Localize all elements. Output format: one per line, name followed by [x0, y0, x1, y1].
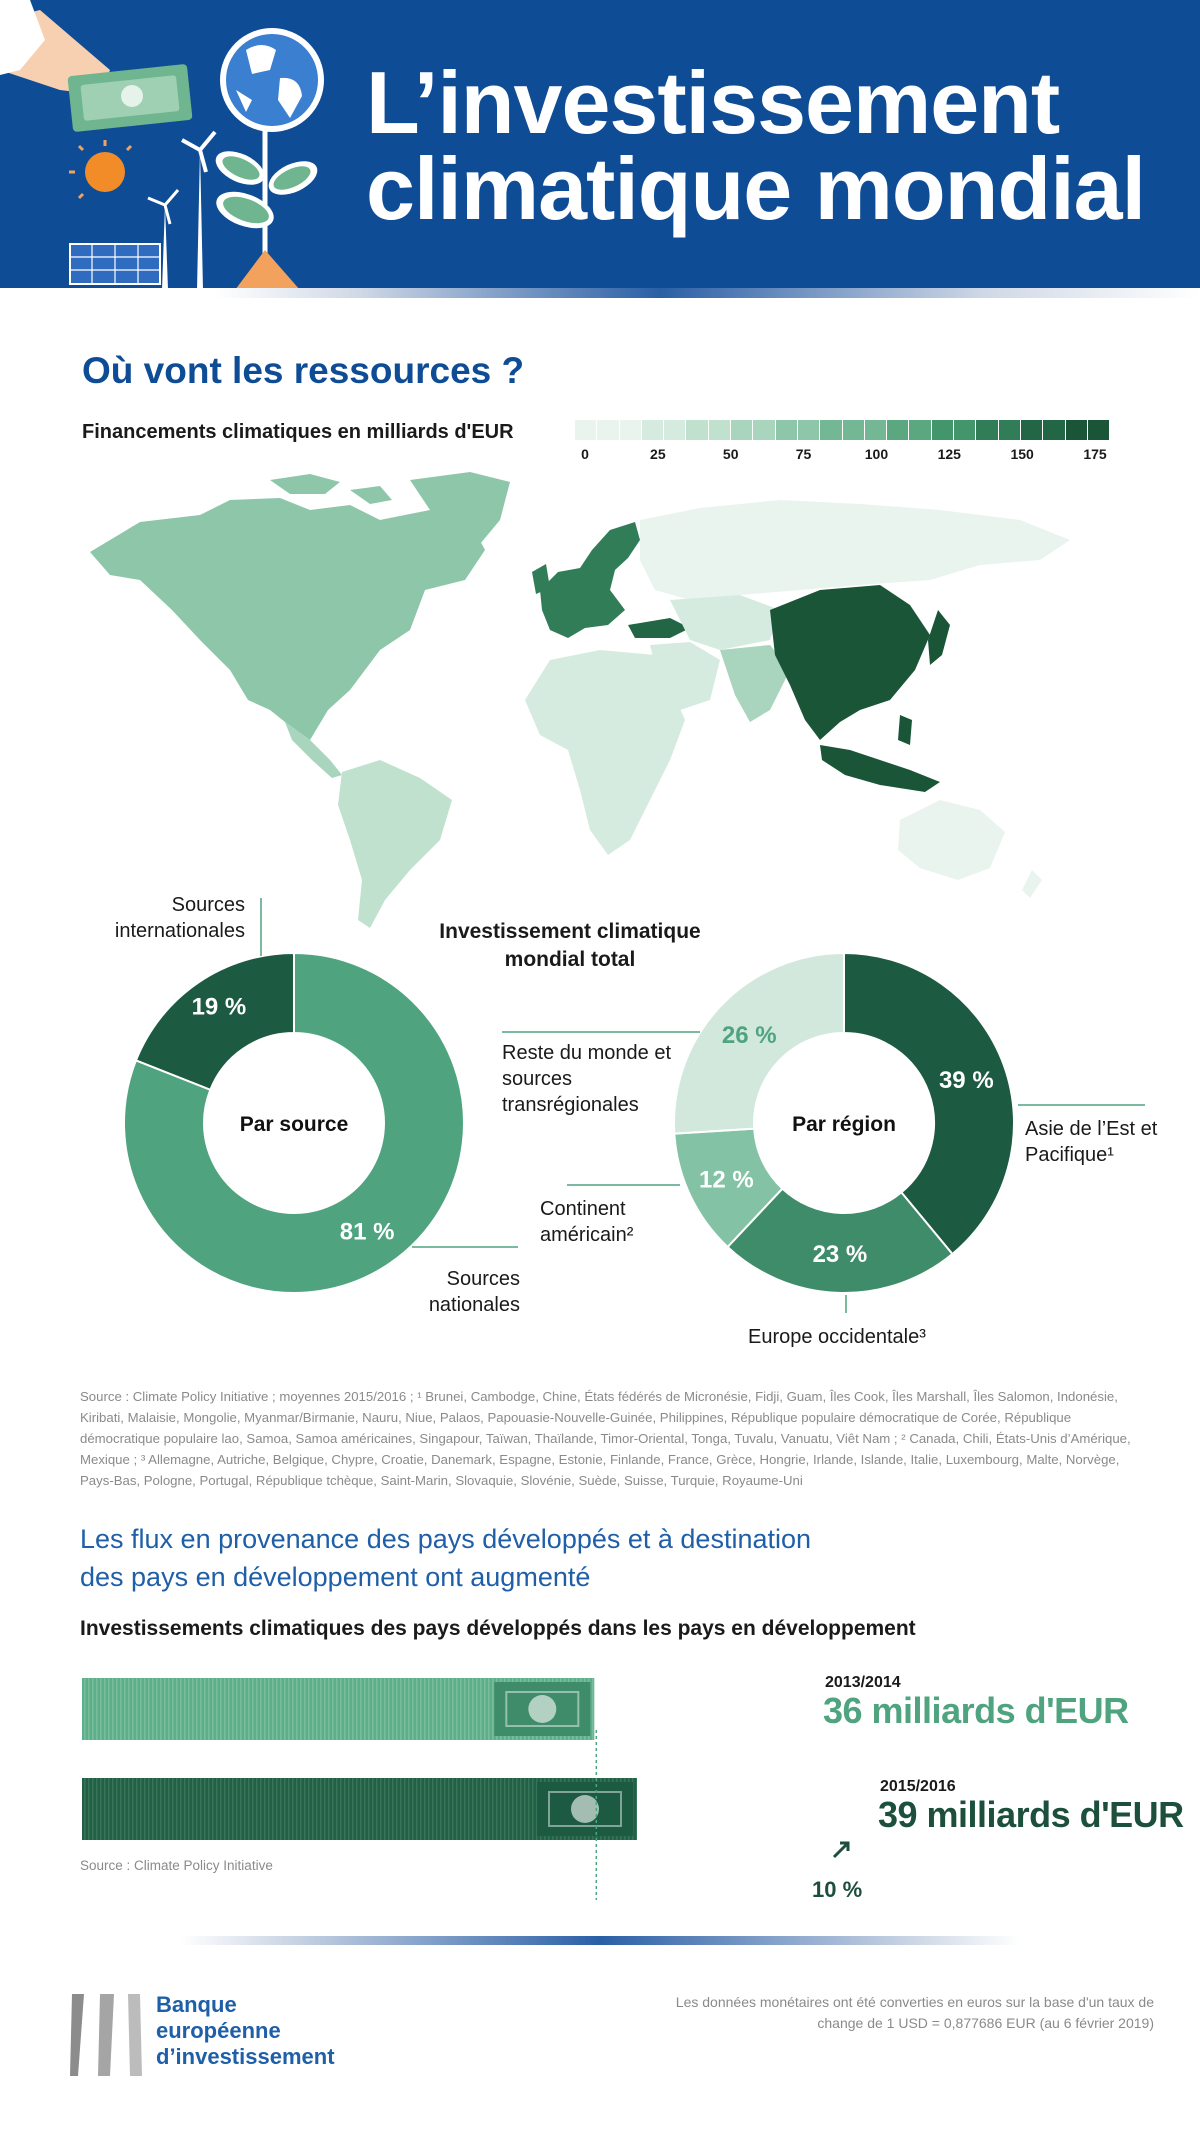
- legend-tick-label: 175: [1083, 446, 1107, 462]
- header-banner: [0, 0, 1200, 290]
- currency-note-line-2: change de 1 USD = 0,877686 EUR (au 6 février 2019): [817, 2015, 1154, 2031]
- donut-value-label: 23 %: [812, 1240, 868, 1268]
- legend-swatch: [1088, 420, 1109, 440]
- donut-value-label: 26 %: [721, 1022, 777, 1050]
- label-international: Sources internationales: [114, 894, 245, 942]
- legend-swatch: [909, 420, 930, 440]
- label-america: Continent américain²: [540, 1198, 634, 1246]
- donut-by-region: [674, 953, 1014, 1293]
- increase-percentage: 10 %: [812, 1877, 863, 1902]
- flows-title-line-2: des pays en développement ont augmenté: [80, 1562, 591, 1592]
- donut-value-label: 19 %: [191, 993, 247, 1021]
- legend-swatch: [820, 420, 841, 440]
- legend-swatch: [664, 420, 685, 440]
- legend-tick-label: 25: [650, 446, 666, 462]
- footer-divider: [180, 1936, 1020, 1945]
- legend-swatch: [753, 420, 774, 440]
- total-investment-label: Investissement climatique mondial total: [439, 920, 701, 971]
- map-east-asia: [770, 585, 930, 740]
- eib-logo-text: [156, 1992, 335, 2070]
- donut-by-source: [124, 953, 464, 1293]
- map-russia: [640, 500, 1070, 600]
- logo-line-2: européenne: [156, 2018, 281, 2043]
- banknote-coin: [528, 1695, 556, 1723]
- currency-note: [640, 1992, 1154, 2034]
- flows-title: [80, 1520, 811, 1596]
- legend-tick-label: 125: [937, 446, 961, 462]
- label-national: Sources nationales: [428, 1268, 520, 1316]
- map-north-america: [90, 498, 485, 740]
- donut-value-label: 39 %: [938, 1066, 994, 1094]
- map-philippines: [898, 715, 912, 745]
- map-japan: [928, 610, 950, 665]
- section-title: Où vont les ressources ?: [82, 350, 525, 391]
- legend-swatch: [932, 420, 953, 440]
- legend-swatch: [976, 420, 997, 440]
- map-central-asia: [670, 595, 780, 650]
- label-asia: Asie de l’Est et Pacifique¹: [1025, 1118, 1158, 1166]
- bar-year-2015: 2015/2016: [880, 1778, 956, 1795]
- legend-swatch: [709, 420, 730, 440]
- legend-swatch: [731, 420, 752, 440]
- map-southeast-asia: [820, 745, 940, 792]
- logo-line-3: d’investissement: [156, 2044, 335, 2069]
- bar-value-2013: 36 milliards d'EUR: [823, 1690, 1129, 1731]
- map-canadian-islands: [270, 474, 392, 504]
- legend-swatch: [865, 420, 886, 440]
- legend-tick-label: 50: [722, 446, 739, 462]
- title-line-2: climatique mondial: [366, 139, 1146, 238]
- legend-swatch: [954, 420, 975, 440]
- source-note: Source : Climate Policy Initiative ; moyennes 2015/2016 ; ¹ Brunei, Cambodge, Chine, États fédérés de Micronésie, Fidji, Guam, Îles Cook, Îles Marshall, Îles Salomon, Indonésie, Kiribati, Malaisie, Mongolie, Myanmar/Birmanie, Nauru, Niue, Palaos, Papouasie-Nouvelle-Guinée, Philippines, République populaire démocratique de Corée, République démocratique populaire lao, Samoa, Samoa américaines, Singapour, Taïwan, Thaïlande, Timor-Oriental, Tonga, Tuvalu, Vanuatu, Viêt Nam ; ² Canada, Chili, États-Unis d’Amérique, Mexique ; ³ Allemagne, Autriche, Belgique, Chypre, Croatie, Danemark, Espagne, Estonie, Finlande, France, Grèce, Hongrie, Irlande, Islande, Italie, Luxembourg, Malte, Norvège, Pays-Bas, Pologne, Portugal, République tchèque, Saint-Marin, Slovaquie, Slovénie, Suède, Suisse, Turquie, Royaume-Uni: [80, 1389, 1131, 1488]
- page-title: [366, 53, 1146, 238]
- donut-charts: [0, 880, 1200, 1360]
- legend-swatch: [1066, 420, 1087, 440]
- flows-subtitle: Investissements climatiques des pays développés dans les pays en développement: [80, 1617, 916, 1640]
- legend-swatch: [686, 420, 707, 440]
- label-rest-of-world: Reste du monde et sources transrégionales: [502, 1042, 671, 1116]
- bar-value-2015: 39 milliards d'EUR: [878, 1794, 1184, 1835]
- legend-swatch: [620, 420, 641, 440]
- legend-swatch: [597, 420, 618, 440]
- map-label: Financements climatiques en milliards d'EUR: [82, 421, 514, 443]
- map-africa: [525, 650, 685, 855]
- banknote-coin: [571, 1795, 599, 1823]
- label-europe: Europe occidentale³: [748, 1326, 926, 1348]
- legend-swatch: [1021, 420, 1042, 440]
- bar-year-2013: 2013/2014: [825, 1674, 901, 1691]
- legend-tick-label: 150: [1010, 446, 1034, 462]
- legend-tick-label: 0: [581, 446, 589, 462]
- donut-value-label: 12 %: [699, 1166, 754, 1194]
- legend-swatch: [575, 420, 596, 440]
- legend-tick-label: 100: [864, 446, 889, 462]
- legend-swatch: [642, 420, 663, 440]
- logo-line-1: Banque: [156, 1992, 237, 2017]
- flows-title-line-1: Les flux en provenance des pays développés et à destination: [80, 1524, 812, 1554]
- legend-swatch: [843, 420, 864, 440]
- legend-swatch: [999, 420, 1020, 440]
- world-map: [80, 460, 1120, 930]
- legend-swatch: [776, 420, 797, 440]
- currency-note-line-1: Les données monétaires ont été converties en euros sur la base d'un taux de: [675, 1994, 1154, 2010]
- title-line-1: L’investissement: [366, 53, 1060, 152]
- map-western-europe: [540, 522, 640, 638]
- bars-source: Source : Climate Policy Initiative: [80, 1858, 273, 1873]
- legend-swatch: [798, 420, 819, 440]
- donut-center-label: Par région: [792, 1113, 896, 1136]
- header-divider: [0, 288, 1200, 298]
- legend-color-scale: [575, 420, 1110, 440]
- legend-swatch: [887, 420, 908, 440]
- donut-center-label: Par source: [239, 1113, 349, 1136]
- header-illustration: [0, 0, 330, 290]
- map-australia: [898, 800, 1005, 880]
- donut-value-label: 81 %: [339, 1218, 395, 1246]
- legend-swatch: [1043, 420, 1064, 440]
- increase-arrow-icon: [834, 1843, 848, 1857]
- legend-tick-label: 75: [795, 446, 812, 462]
